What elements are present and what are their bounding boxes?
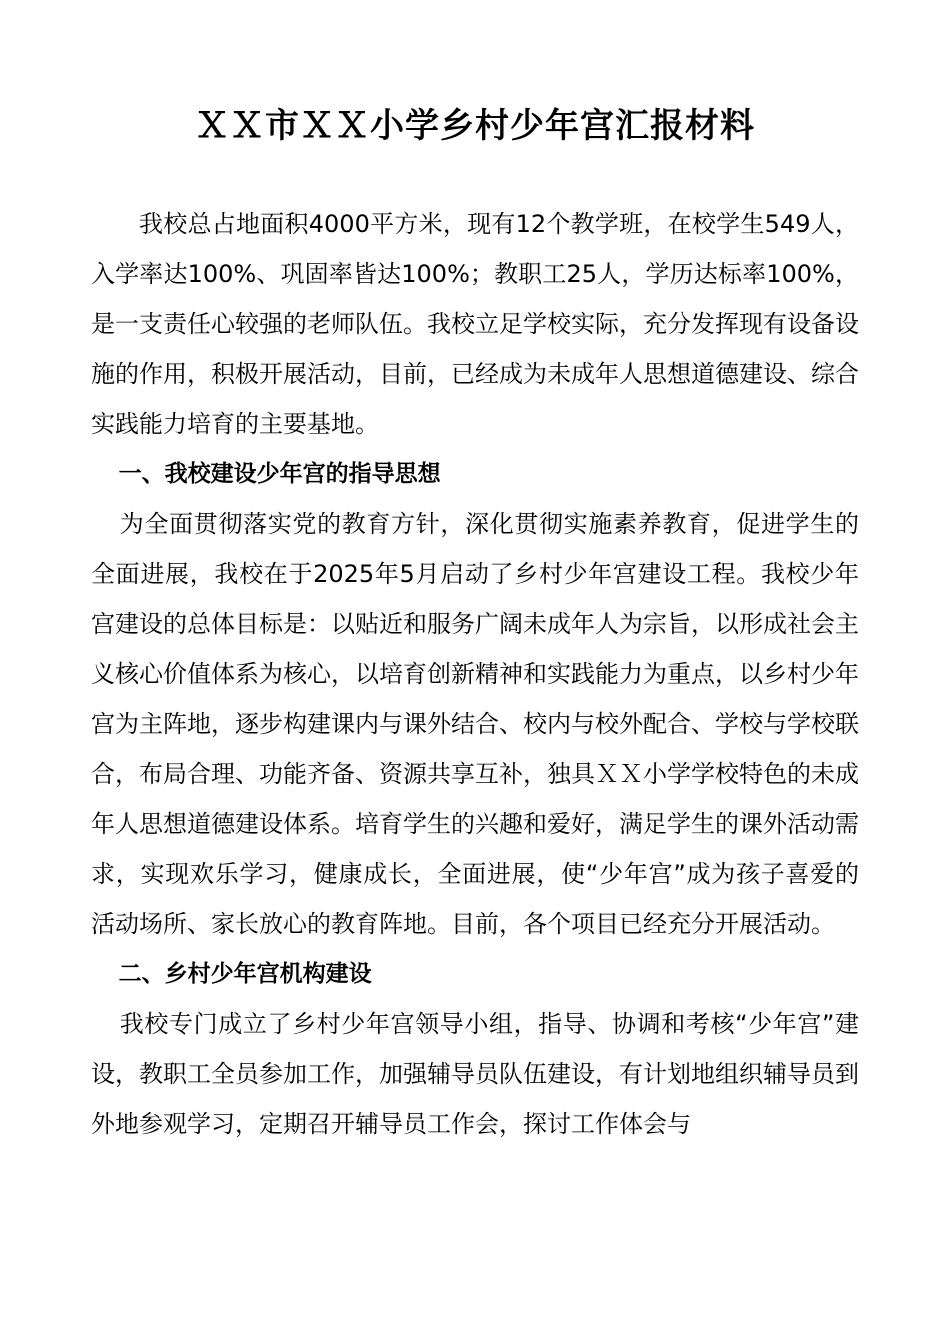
paragraph-guiding-ideology: 为全面贯彻落实党的教育方针，深化贯彻实施素养教育，促进学生的全面进展，我校在于2025年5月启动了乡村少年宫建设工程。我校少年宫建设的总体目标是：以贴近和服务广阔未成年人为宗旨，以形成社会主义核心价值体系为核心，以培育创新精神和实践能力为重点，以乡村少年宫为主阵地，逐步构建课内与课外结合、校内与校外配合、学校与学校联合，布局合理、功能齐备、资源共享互补，独具ＸＸ小学学校特色的未成年人思想道德建设体系。培育学生的兴趣和爱好，满足学生的课外活动需求，实现欢乐学习，健康成长，全面进展，使“少年宫”成为孩子喜爱的活动场所、家长放心的教育阵地。目前，各个项目已经充分开展活动。	[91, 510, 859, 938]
section-heading-guiding-ideology: 一、我校建设少年宫的指导思想	[118, 461, 441, 487]
paragraph-organization: 我校专门成立了乡村少年宫领导小组，指导、协调和考核“少年宫”建设，教职工全员参加工作，加强辅导员队伍建设，有计划地组织辅导员到外地参观学习，定期召开辅导员工作会，探讨工作体会与	[91, 1010, 859, 1138]
document-body	[91, 199, 859, 1149]
paragraph-school-overview: 我校总占地面积4000平方米，现有12个教学班，在校学生549人，入学率达100%、巩固率皆达100%；教职工25人，学历达标率100%，是一支责任心较强的老师队伍。我校立足学校实际，充分发挥现有设备设施的作用，积极开展活动，目前，已经成为未成年人思想道德建设、综合实践能力培育的主要基地。	[91, 210, 859, 438]
section-heading-organization: 二、乡村少年宫机构建设	[118, 961, 372, 987]
document-title: ＸＸ市ＸＸ小学乡村少年宫汇报材料	[195, 106, 755, 146]
